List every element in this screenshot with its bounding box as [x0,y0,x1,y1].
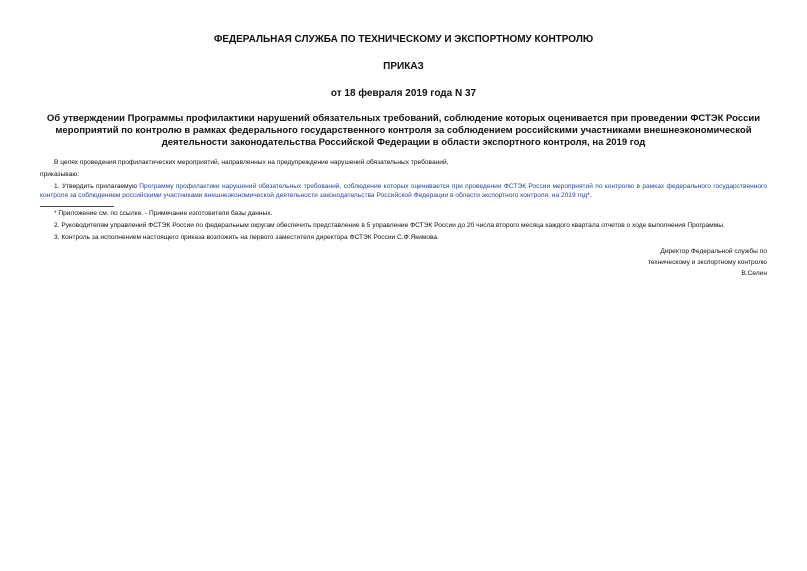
signature-name: В.Селин [741,270,767,277]
document-type: ПРИКАЗ [383,61,424,72]
program-link[interactable]: Программу профилактики нарушений обязательных требований, соблюдение которых оценивается при проведении ФСТЭК России мероприятий по контролю в рамках федерального государственного контроля за соблюдением российскими участниками внешнеэкономической деятельности законодательства Российской Федерации в области экспортного контроля, на 2019 год [40,183,767,199]
item-1-paragraph [40,182,767,200]
footnote-divider [40,206,114,207]
item-1-prefix: 1. Утвердить прилагаемую [54,183,140,190]
item-3-paragraph: 3. Контроль за исполнением настоящего приказа возложить на первого заместителя директора ФСТЭК России С.Ф.Якимова. [54,234,439,241]
agency-name: ФЕДЕРАЛЬНАЯ СЛУЖБА ПО ТЕХНИЧЕСКОМУ И ЭКСПОРТНОМУ КОНТРОЛЮ [213,34,594,45]
signature-line-1: Директор Федеральной службы по [660,248,767,255]
item-2-paragraph: 2. Руководителям управлений ФСТЭК России по федеральным округам обеспечить представление в 5 управление ФСТЭК России до 20 числа второго месяца каждого квартала отчетов о ходе выполнения Программы. [54,222,725,229]
item-1-suffix: *. [587,192,592,199]
signature-block [40,246,767,279]
document-date: от 18 февраля 2019 года N 37 [330,88,477,99]
document-body [40,158,767,242]
order-word: приказываю: [40,171,80,178]
footnote: * Приложение см. по ссылке. - Примечание изготовителя базы данных. [54,210,273,217]
intro-paragraph: В целях проведения профилактических мероприятий, направленных на предупреждение нарушений обязательных требований, [54,159,449,166]
signature-line-2: техническому и экспортному контролю [647,259,767,266]
document-title: Об утверждении Программы профилактики нарушений обязательных требований, соблюдение которых оценивается при проведении ФСТЭК России мероприятий по контролю в рамках федерального государственного контроля за соблюдением российскими участниками внешнеэкономической деятельности законодательства Российской Федерации в области экспортного контроля, на 2019 год [46,113,761,148]
